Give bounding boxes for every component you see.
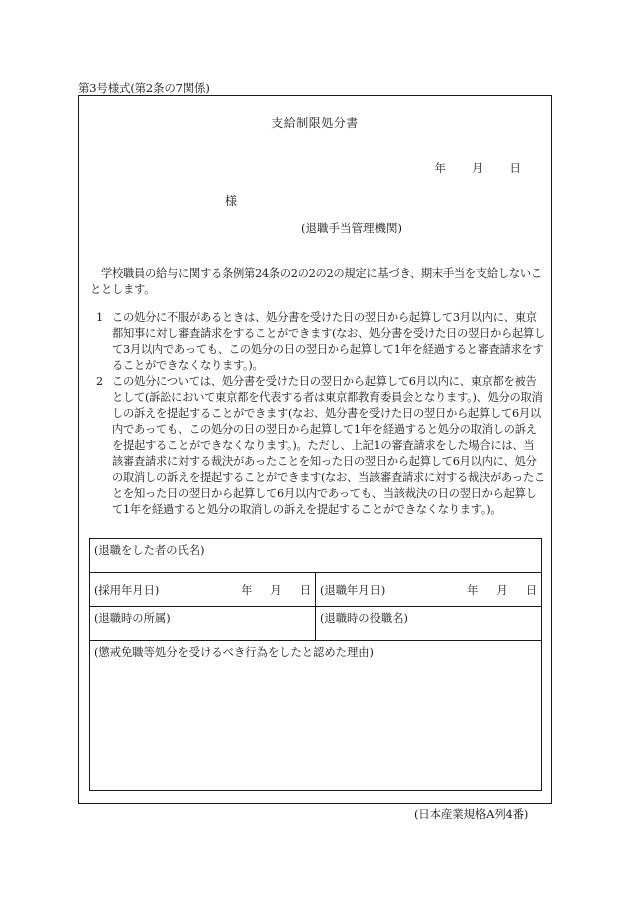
note-number: 1 — [96, 311, 103, 324]
note-text: この処分に不服があるときは、処分書を受けた日の翌日から起算して3月以内に、東京都知事に対し審査請求をすることができます(なお、処分書を受けた日の翌日から起算して3月以内であっても、この処分の日の翌日から起算して1年を経過すると審査請求をすることができなくなります。)。 — [112, 311, 545, 372]
retire-date-label: (退職年月日) — [320, 583, 386, 597]
note-item — [90, 310, 545, 374]
date-month-label: 月 — [472, 161, 484, 175]
retire-date-cell[interactable] — [316, 573, 542, 607]
reason-cell[interactable] — [90, 641, 542, 791]
position-label: (退職時の役職名) — [320, 612, 408, 625]
document-title: 支給制限処分書 — [271, 116, 359, 130]
retire-day-label: 日 — [525, 583, 537, 597]
paper-standard-note: (日本産業規格A列4番) — [414, 807, 529, 821]
note-item — [90, 374, 545, 518]
issuing-agency: (退職手当管理機関) — [301, 221, 402, 235]
issue-date — [435, 160, 522, 176]
form-number: 第3号様式(第2条の7関係) — [78, 81, 210, 95]
notes-list — [90, 310, 545, 518]
addressee-suffix: 様 — [225, 194, 238, 208]
date-day-label: 日 — [509, 161, 521, 175]
note-text: この処分については、処分書を受けた日の翌日から起算して6月以内に、東京都を被告として(訴訟において東京都を代表する者は東京都教育委員会となります。)、処分の取消しの訴えを提起することができます(なお、処分書を受けた日の翌日から起算して6月以内であっても、この処分の日の翌日から起算して1年を経過すると処分の取消しの訴えを提起することができなくなります。)。ただし、上記1の審査請求をした場合には、当該審査請求に対する裁決があったことを知った日の翌日から起算して6月以内に、処分の取消しの訴えを提起することができます(なお、当該審査請求に対する裁決があったことを知った日の翌日から起算して6月以内であっても、当該裁決の日の翌日から起算して1年を経過すると処分の取消しの訴えを提起することができなくなります。)。 — [112, 375, 545, 516]
hire-year-label: 年 — [241, 583, 253, 597]
reason-label: (懲戒免職等処分を受けるべき行為をしたと認めた理由) — [94, 646, 374, 659]
note-number: 2 — [96, 375, 103, 388]
main-text: 学校職員の給与に関する条例第24条の2の2の2の規定に基づき、期末手当を支給しないこととします。 — [90, 267, 542, 296]
form-frame — [78, 95, 552, 804]
hire-month-label: 月 — [270, 583, 282, 597]
retire-month-label: 月 — [496, 583, 508, 597]
retire-year-label: 年 — [467, 583, 479, 597]
position-cell[interactable] — [316, 607, 542, 641]
date-year-label: 年 — [434, 161, 446, 175]
hire-day-label: 日 — [299, 583, 311, 597]
retiree-info-table — [89, 538, 542, 791]
hire-date-label: (採用年月日) — [94, 583, 160, 597]
hire-date-cell[interactable] — [90, 573, 316, 607]
retiree-name-label: (退職をした者の氏名) — [94, 544, 205, 557]
retiree-name-cell[interactable] — [90, 539, 542, 573]
department-label: (退職時の所属) — [94, 612, 171, 625]
department-cell[interactable] — [90, 607, 316, 641]
